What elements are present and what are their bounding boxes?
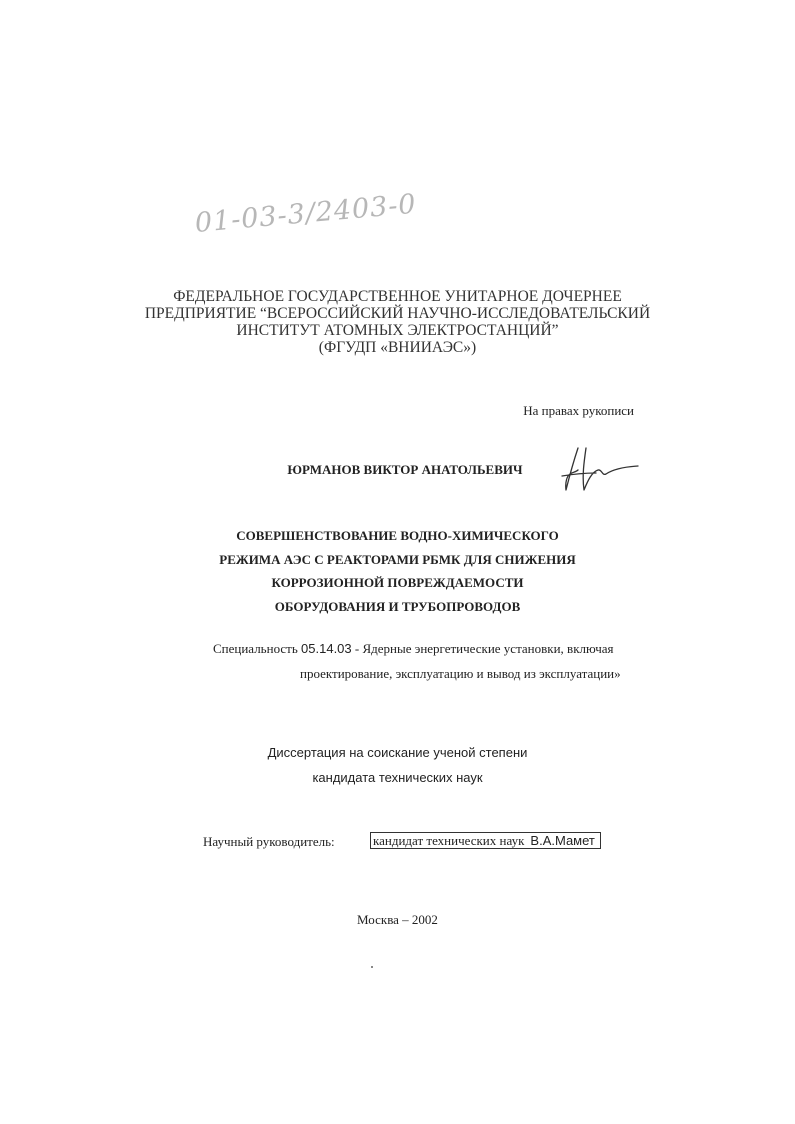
handwritten-note-text: 01-03-3/2403-0 <box>193 188 418 239</box>
specialty-description: - Ядерные энергетические установки, включая <box>351 641 614 656</box>
specialty-line-2: проектирование, эксплуатацию и вывод из эксплуатации» <box>300 666 621 681</box>
supervisor-name: В.А.Мамет <box>530 833 595 848</box>
scan-speck <box>371 966 373 968</box>
organization-abbreviation: (ФГУДП «ВНИИАЭС») <box>318 339 477 356</box>
organization-header <box>0 288 795 356</box>
rights-note: На правах рукописи <box>523 403 634 418</box>
dissertation-degree <box>0 740 795 790</box>
title-line-1: СОВЕРШЕНСТВОВАНИЕ ВОДНО-ХИМИЧЕСКОГО <box>236 528 559 543</box>
title-line-3: КОРРОЗИОННОЙ ПОВРЕЖДАЕМОСТИ <box>271 575 524 590</box>
supervisor-label: Научный руководитель: <box>203 834 335 849</box>
author-signature <box>540 440 650 500</box>
specialty-line-1 <box>213 641 614 657</box>
author-name: ЮРМАНОВ ВИКТОР АНАТОЛЬЕВИЧ <box>287 462 523 477</box>
supervisor-degree: кандидат технических наук <box>373 833 525 848</box>
organization-line-2: ПРЕДПРИЯТИЕ “ВСЕРОССИЙСКИЙ НАУЧНО-ИССЛЕДОВАТЕЛЬСКИЙ <box>144 305 651 322</box>
dissertation-title <box>0 524 795 618</box>
organization-line-3: ИНСТИТУТ АТОМНЫХ ЭЛЕКТРОСТАНЦИЙ” <box>236 322 559 339</box>
dissertation-line-1: Диссертация на соискание ученой степени <box>267 745 528 760</box>
city-year: Москва – 2002 <box>357 912 438 927</box>
title-line-2: РЕЖИМА АЭС С РЕАКТОРАМИ РБМК ДЛЯ СНИЖЕНИЯ <box>219 551 576 567</box>
title-line-4: ОБОРУДОВАНИЯ И ТРУБОПРОВОДОВ <box>274 598 521 614</box>
handwritten-registration-note <box>193 188 435 253</box>
dissertation-line-2: кандидата технических наук <box>312 770 483 785</box>
supervisor-box <box>370 832 601 849</box>
specialty-prefix: Специальность <box>213 641 298 656</box>
organization-line-1: ФЕДЕРАЛЬНОЕ ГОСУДАРСТВЕННОЕ УНИТАРНОЕ ДОЧЕРНЕЕ <box>173 288 622 305</box>
specialty-code: 05.14.03 <box>301 641 352 656</box>
